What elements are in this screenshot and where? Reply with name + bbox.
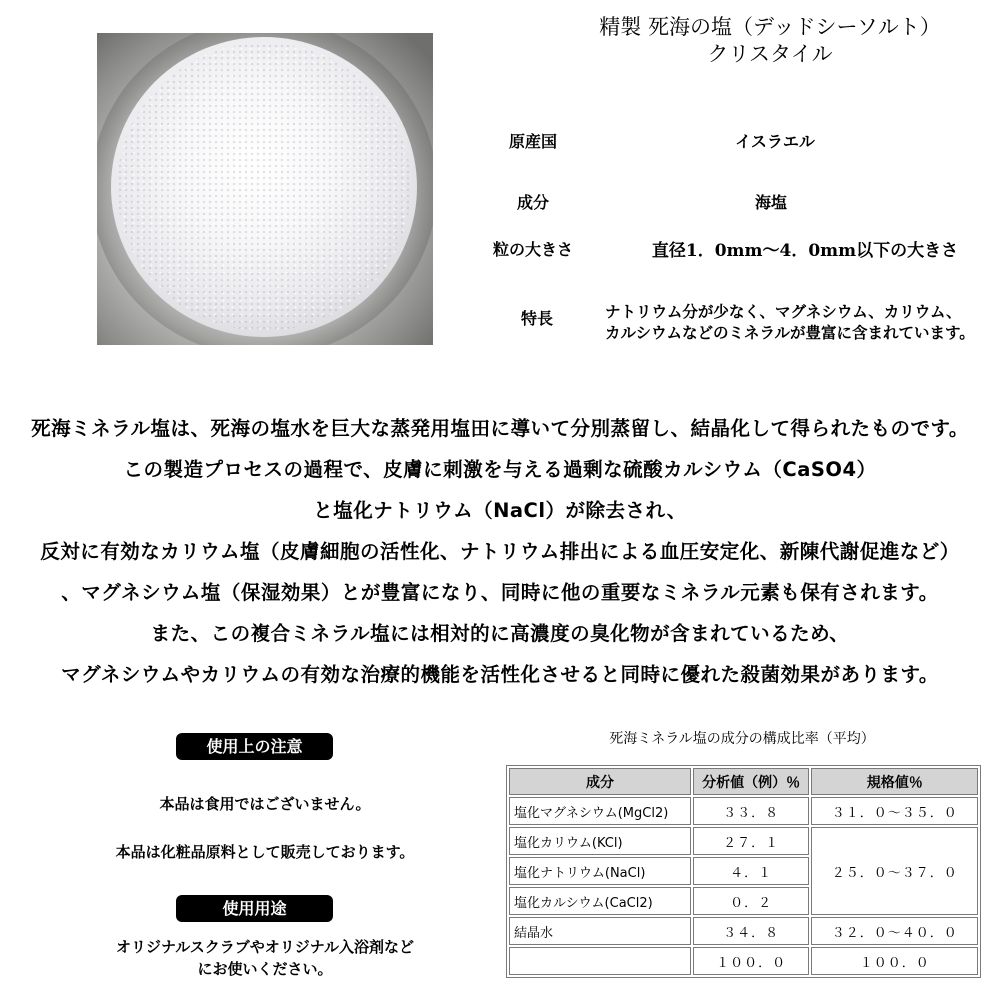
description-line: 反対に有効なカリウム塩（皮膚細胞の活性化、ナトリウム排出による血圧安定化、新陳代謝促進など）	[40, 540, 960, 563]
spec-feature-line: カルシウムなどのミネラルが豊富に含まれています。	[605, 324, 975, 342]
analysis-cell: ２７．１	[693, 827, 810, 855]
table-row	[509, 827, 978, 855]
table-header-row	[509, 768, 978, 795]
description-line: マグネシウムやカリウムの有効な治療的機能を活性化させると同時に優れた殺菌効果があります。	[61, 663, 939, 686]
spec-ingredient-value: 海塩	[754, 193, 787, 212]
spec-total-cell: １００．０	[811, 947, 978, 975]
component-cell: 塩化カリウム(KCl)	[509, 827, 691, 855]
header-spec: 規格値％	[811, 768, 978, 795]
description-line: 、マグネシウム塩（保湿効果）とが豊富になり、同時に他の重要なミネラル元素も保有されます。	[61, 581, 939, 604]
spec-origin-value: イスラエル	[735, 132, 815, 151]
composition-table	[506, 765, 981, 978]
analysis-cell: ０．２	[693, 887, 810, 915]
usage-line: にお使いください。	[197, 960, 333, 978]
description-line: と塩化ナトリウム（NaCl）が除去され、	[313, 499, 687, 522]
analysis-cell: ３４．８	[693, 917, 810, 945]
composition-caption: 死海ミネラル塩の成分の構成比率（平均）	[609, 731, 875, 747]
description-line: この製造プロセスの過程で、皮膚に刺激を与える過剰な硫酸カルシウム（CaSO4）	[123, 458, 877, 481]
caution-line: 本品は化粧品原料として販売しております。	[115, 843, 415, 861]
table-row	[509, 797, 978, 825]
description-line: また、この複合ミネラル塩には相対的に高濃度の臭化物が含まれているため、	[150, 622, 850, 645]
spec-cell-merged: ２５．０～３７．０	[811, 827, 978, 915]
spec-cell: ３２．０～４０．０	[811, 917, 978, 945]
usage-text	[30, 936, 500, 980]
salt-photo	[97, 33, 433, 345]
spec-origin-label: 原産国	[508, 132, 557, 151]
usage-line: オリジナルスクラブやオリジナル入浴剤など	[115, 938, 415, 956]
spec-feature-label: 特長	[520, 309, 553, 328]
product-title	[560, 14, 980, 68]
component-cell	[509, 947, 691, 975]
product-title-line1: 精製 死海の塩（デッドシーソルト）	[599, 15, 941, 39]
table-row	[509, 917, 978, 945]
spec-feature-value	[605, 302, 975, 344]
caution-line: 本品は食用ではございません。	[159, 795, 371, 813]
component-cell: 塩化ナトリウム(NaCl)	[509, 857, 691, 885]
spec-feature-line: ナトリウム分が少なく、マグネシウム、カリウム、	[605, 303, 962, 321]
component-cell: 塩化カルシウム(CaCl2)	[509, 887, 691, 915]
description	[0, 408, 1000, 695]
salt-crystals-image	[111, 37, 417, 337]
analysis-cell: ４．１	[693, 857, 810, 885]
description-line: 死海ミネラル塩は、死海の塩水を巨大な蒸発用塩田に導いて分別蒸留し、結晶化して得られたものです。	[31, 417, 969, 440]
spec-grain-size-label: 粒の大きさ	[492, 240, 573, 259]
product-title-line2: クリスタイル	[707, 42, 833, 66]
spec-cell: ３１．０～３５．０	[811, 797, 978, 825]
table-total-row	[509, 947, 978, 975]
component-cell: 塩化マグネシウム(MgCl2)	[509, 797, 691, 825]
component-cell: 結晶水	[509, 917, 691, 945]
spec-ingredient-label: 成分	[516, 193, 549, 212]
header-component: 成分	[509, 768, 691, 795]
header-analysis: 分析値（例）％	[693, 768, 810, 795]
usage-heading: 使用用途	[176, 895, 333, 922]
analysis-total-cell: １００．０	[693, 947, 810, 975]
analysis-cell: ３３．８	[693, 797, 810, 825]
caution-heading: 使用上の注意	[176, 733, 333, 760]
spec-grain-size-value: 直径1．0mm～4．0mm以下の大きさ	[651, 241, 959, 261]
